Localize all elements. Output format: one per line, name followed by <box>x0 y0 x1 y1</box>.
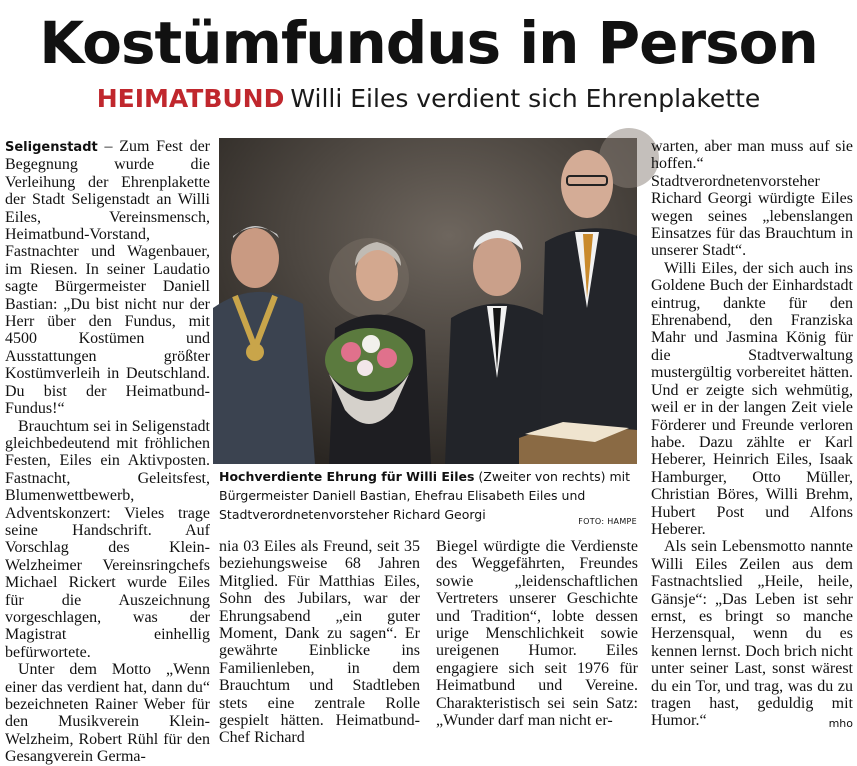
article-paragraph: Brauchtum sei in Seligenstadt gleichbedeutend mit fröhlichen Festen, Eiles ein Aktivposten. Fastnacht, Geleitsfest, Blumenwettbewerb, Adventskonzert: Vieles trage seine Handschrift. Auf Vorschlag des Klein-Welzheimer Vereinsringchefs Michael Rickert wurde Eiles für die Auszeichnung vorgeschlagen, was der Magistrat einhellig befürwortete. <box>5 417 210 661</box>
caption-text: (Zweiter von rechts) mit Bürgermeister Daniell Bastian, Ehefrau Elisabeth Eiles und Stadtverordnetenvorsteher Richard Georgi <box>219 469 631 522</box>
article-column-1 <box>5 138 210 766</box>
article-paragraph: Unter dem Motto „Wenn einer das verdient hat, dann du“ bezeichneten Rainer Weber für den Musikverein Klein-Welzheim, Robert Rühl für den Gesangverein Germa- <box>5 661 210 766</box>
article-column-2 <box>219 538 420 747</box>
dateline: Seligenstadt <box>5 140 98 155</box>
news-photo <box>219 138 637 464</box>
paragraph-text: Als sein Lebensmotto nannte Willi Eiles Zeilen aus dem Fastnachtslied „Heile, heile, Gänsje“: „Das Leben ist sehr ernst, es bringt so manche Herzensqual, wenn du es kennen lernst. Doch brich nicht unter seiner Last, sonst wärest du ein Tor, und trag, was du zu tragen hast, geduldig mit Humor.“ <box>651 538 853 730</box>
article-paragraph: warten, aber man muss auf sie hoffen.“ Stadtverordnetenvorsteher Richard Georgi würdigte Eiles wegen seines „lebenslangen Einsatzes für das Brauchtum in unserer Stadt“. <box>651 138 853 260</box>
article-paragraph: nia 03 Eiles als Freund, seit 35 beziehungsweise 68 Jahren Mitglied. Für Matthias Eiles, Sohn des Jubilars, war der Ehrungsabend „ein guter Moment, Dank zu sagen“. Er gewährte Einblicke ins Familienleben, in dem Brauchtum und Stadtleben stets eine zentrale Rolle gespielt hätten. Heimatbund-Chef Richard <box>219 538 420 747</box>
author-initials: mho <box>828 717 853 731</box>
photo-illustration <box>219 138 637 464</box>
article-paragraph: Willi Eiles, der sich auch ins Goldene Buch der Einhardstadt eintrug, dankte für den Ehrenabend, den Franziska Mahr und Jasmina König für die Stadtverwaltung mustergültig vorbereitet hätten. Und er zeigte sich wehmütig, weil er in der langen Zeit viele Förderer und Freunde verloren habe. Dazu zählte er Karl Heberer, Heinrich Eiles, Isaak Hamburger, Otto Müller, Christian Böres, Willi Brehm, Hubert Post und Alfons Heberer. <box>651 259 853 538</box>
article-column-3 <box>436 538 638 729</box>
headline: Kostümfundus in Person <box>39 9 818 77</box>
article-paragraph: Biegel würdigte die Verdienste des Weggefährten, Freundes sowie „leidenschaftlichen Vertreters unserer Geschichte und Tradition“, lobte dessen urige Menschlichkeit sowie ureigenen Humor. Eiles engagiere sich seit 1976 für Heimatbund und Vereine. Charakteristisch sei sein Satz: „Wunder darf man nicht er- <box>436 538 638 730</box>
subhead-text: Willi Eiles verdient sich Ehrenplakette <box>290 84 761 113</box>
article-paragraph <box>5 138 210 418</box>
caption-title: Hochverdiente Ehrung für Willi Eiles <box>219 469 475 484</box>
subhead-kicker: HEIMATBUND <box>96 84 285 113</box>
photo-caption <box>219 467 637 531</box>
article-paragraph <box>651 538 853 729</box>
subhead <box>0 82 857 116</box>
photo-credit: FOTO: HAMPE <box>578 517 637 526</box>
article-column-4 <box>651 138 853 733</box>
paragraph-text: – Zum Fest der Begegnung wurde die Verleihung der Ehrenplakette der Stadt Seligenstadt an Willi Eiles, Vereinsmensch, Heimatbund-Vorstand, Fastnachter und Wagenbauer, im Riesen. In seiner Laudatio sagte Bürgermeister Daniell Bastian: „Du bist nicht nur der Herr über den Fundus, mit 4500 Kostümen und Ausstattungen größter Kostümverleih in Deutschland. Du bist der Heimatbund-Fundus!“ <box>5 138 210 418</box>
